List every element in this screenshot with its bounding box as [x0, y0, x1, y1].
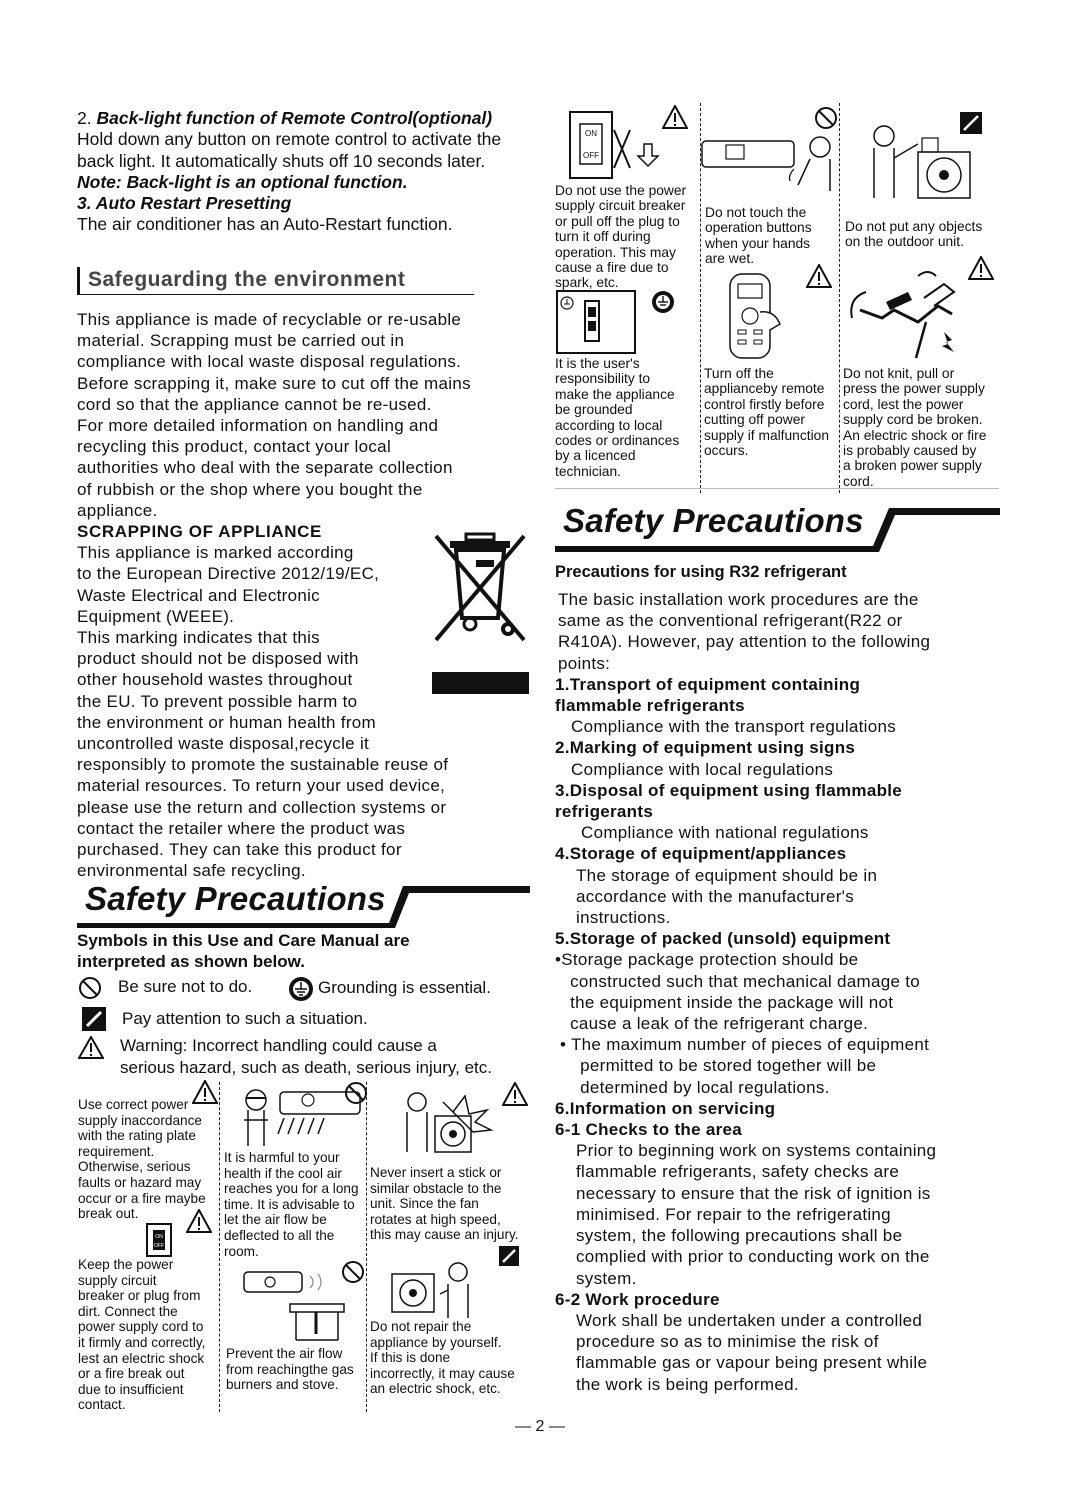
- scrap-line: other household wastes throughout: [77, 670, 353, 690]
- page-number: — 2 —: [515, 1418, 565, 1435]
- item-text: the equipment inside the package will not: [555, 992, 894, 1012]
- env-line: For more detailed information on handling and: [77, 416, 439, 436]
- env-line: authorities who deal with the separate collection: [77, 458, 453, 478]
- grid-divider: [366, 1082, 367, 1412]
- item-text: Work shall be undertaken under a controlled: [576, 1310, 923, 1330]
- backlight-note: Note: Back-light is an optional function.: [77, 171, 408, 192]
- item-heading: 6-2 Work procedure: [555, 1289, 720, 1309]
- scrap-line: product should not be disposed with: [77, 649, 359, 669]
- sym-not-do: Be sure not to do.: [118, 977, 253, 996]
- stick-fan-illustration: [395, 1090, 495, 1160]
- safety-title-text: Safety Precautions: [85, 880, 386, 917]
- grid-cell-grounding: It is the user's responsibility to make the appliance be grounded according to local codes or ordinances by a licenced technician.: [555, 356, 680, 479]
- item-text: Compliance with national regulations: [581, 823, 869, 843]
- warning-icon: [968, 256, 994, 280]
- item-heading: 2.Marking of equipment using signs: [555, 738, 856, 758]
- sym-grounding: Grounding is essential.: [318, 978, 491, 997]
- item-text: constructed such that mechanical damage to: [555, 971, 921, 991]
- item-heading: 6.Information on servicing: [555, 1098, 776, 1118]
- scrap-line: uncontrolled waste disposal,recycle it: [77, 734, 370, 754]
- grid-cell-wet-hands: Do not touch the operation buttons when your hands are wet.: [705, 205, 812, 267]
- scrap-line: to the European Directive 2012/19/EC,: [77, 564, 380, 584]
- scrap-line: the EU. To prevent possible harm to: [77, 691, 358, 711]
- grid-divider: [839, 103, 840, 493]
- scrap-line: Equipment (WEEE).: [77, 606, 235, 626]
- grid-cell-cool-air: It is harmful to your health if the cool air reaches you for a long time. It is advisable to let the air flow be deflected to all the room.: [224, 1150, 359, 1259]
- weee-black-bar: [432, 672, 529, 694]
- item-text: minimised. For repair to the refrigerating: [576, 1204, 891, 1224]
- scrap-line: environmental safe recycling.: [77, 861, 306, 881]
- attention-icon: [960, 112, 982, 134]
- safety-title-left: [77, 878, 530, 928]
- grid-cell-power: Use correct power supply inaccordance with the rating plate requirement. Otherwise, serious faults or hazard may occur or a fire maybe break out.: [78, 1097, 206, 1222]
- outdoor-unit-illustration: [862, 124, 982, 204]
- warning-icon: [78, 1036, 104, 1059]
- env-line: Before scrapping it, make sure to cut off the mains: [77, 373, 471, 393]
- backlight-heading: 2. Back-light function of Remote Control(optional): [77, 108, 493, 128]
- item-heading: 1.Transport of equipment containing: [555, 674, 861, 694]
- item-text: • The maximum number of pieces of equipment: [555, 1035, 930, 1055]
- item-heading: 6-1 Checks to the area: [555, 1120, 743, 1140]
- prohibit-icon: [341, 1260, 365, 1284]
- prohibit-icon: [814, 106, 838, 130]
- title-swoosh-left: [77, 878, 530, 928]
- item-text: Compliance with the transport regulations: [571, 717, 897, 737]
- safety-title-text: Safety Precautions: [563, 502, 864, 539]
- env-line: appliance.: [77, 500, 158, 520]
- scrap-line: material resources. To return your used device,: [77, 776, 446, 796]
- scrap-line: Waste Electrical and Electronic: [77, 585, 320, 605]
- scrap-line: purchased. They can take this product for: [77, 840, 402, 860]
- grounding-panel-illustration: [555, 289, 685, 355]
- intro-line: R410A). However, pay attention to the following: [558, 632, 931, 652]
- grid-cell-cord: Do not knit, pull or press the power supply cord, lest the power supply cord be broken. An electric shock or fire is probably caused by a broken power supply cord.: [843, 366, 987, 489]
- backlight-section: [77, 108, 532, 236]
- intro-line: The basic installation work procedures are the: [558, 590, 919, 609]
- item-text: permitted to be stored together will be: [555, 1056, 877, 1076]
- weee-bin-icon: [430, 528, 530, 646]
- item-text: Compliance with local regulations: [571, 759, 834, 779]
- env-heading: Safeguarding the environment: [77, 267, 474, 295]
- grid-cell-remote: Turn off the applianceby remote control firstly before cutting off power supply if malfunction occurs.: [704, 366, 830, 459]
- grounding-icon: [288, 976, 314, 1002]
- breaker-illustration: [145, 1222, 173, 1258]
- item-text: •Storage package protection should be: [555, 950, 859, 970]
- item-text: complied with prior to conducting work on the: [576, 1247, 930, 1267]
- title-swoosh-right: [555, 500, 1000, 552]
- item-text: necessary to ensure that the risk of ignition is: [576, 1183, 931, 1203]
- scrap-line: contact the retailer where the product was: [77, 818, 406, 838]
- backlight-text: Hold down any button on remote control to activate the back light. It automatically shuts off 10 seconds later.: [77, 129, 502, 171]
- item-heading: refrigerants: [555, 802, 654, 822]
- item-text: Prior to beginning work on systems containing: [576, 1141, 937, 1161]
- sym-warning-line: serious hazard, such as death, serious injury, etc.: [120, 1057, 492, 1077]
- item-heading: 3.Disposal of equipment using flammable: [555, 780, 903, 800]
- env-line: compliance with local waste disposal regulations.: [77, 352, 462, 372]
- env-line: This appliance is made of recyclable or re-usable: [77, 310, 462, 329]
- sym-warning: [120, 1035, 492, 1078]
- item-text: system.: [576, 1268, 637, 1288]
- gas-stove-illustration: [242, 1268, 352, 1343]
- env-line: cord so that the appliance cannot be re-used.: [77, 394, 432, 414]
- scrap-line: This marking indicates that this: [77, 628, 320, 648]
- item-text: accordance with the manufacturer's: [576, 886, 855, 906]
- env-line: of rubbish or the shop where you bought the: [77, 479, 423, 499]
- sym-attention: Pay attention to such a situation.: [122, 1009, 368, 1028]
- prohibit-icon: [344, 1081, 368, 1105]
- item-text: cause a leak of the refrigerant charge.: [555, 1014, 869, 1034]
- auto-restart-heading: 3. Auto Restart Presetting: [77, 193, 292, 214]
- on-label: ON: [585, 129, 597, 138]
- symbols-heading-line: interpreted as shown below.: [77, 952, 305, 971]
- self-repair-illustration: [388, 1260, 488, 1320]
- intro-line: same as the conventional refrigerant(R22 or: [558, 611, 903, 631]
- item-text: The storage of equipment should be in: [576, 865, 878, 885]
- item-text: flammable refrigerants, safety checks are: [576, 1162, 900, 1182]
- auto-restart-text: The air conditioner has an Auto-Restart function.: [77, 214, 453, 235]
- grid-cell-breaker-r: Do not use the power supply circuit breaker or pull off the plug to turn it off during operation. This may cause a fire due to spark, etc.: [555, 183, 687, 291]
- env-line: material. Scrapping must be carried out in: [77, 331, 405, 351]
- item-text: procedure so as to minimise the risk of: [576, 1332, 879, 1352]
- item-heading: flammable refrigerants: [555, 696, 745, 716]
- on-label: ON: [155, 1234, 163, 1240]
- wet-hands-illustration: [698, 125, 838, 195]
- scrap-line: the environment or human health from: [77, 712, 377, 732]
- grid-cell-repair: Do not repair the appliance by yourself. If this is done incorrectly, it may cause an electric shock, etc.: [370, 1319, 515, 1397]
- scrap-heading: SCRAPPING OF APPLIANCE: [77, 522, 322, 542]
- warning-icon: [806, 264, 832, 288]
- safety-title-right: [555, 500, 1000, 552]
- warning-icon: [186, 1209, 212, 1233]
- item-heading: 5.Storage of packed (unsold) equipment: [555, 929, 891, 949]
- grid-divider: [219, 1082, 220, 1412]
- warning-icon: [662, 105, 688, 129]
- r32-content: [555, 589, 1000, 1395]
- item-text: instructions.: [576, 908, 671, 928]
- item-text: system, the following precautions shall be: [576, 1226, 903, 1246]
- grid-cell-stick: Never insert a stick or similar obstacle to the unit. Since the fan rotates at high speed, this may cause an injury.: [370, 1165, 519, 1243]
- attention-icon: [499, 1246, 519, 1266]
- scrap-line: This appliance is marked according: [77, 543, 354, 563]
- item-text: flammable gas or vapour being present while: [576, 1353, 928, 1373]
- warning-icon: [502, 1082, 528, 1106]
- intro-line: points:: [558, 653, 611, 673]
- prohibit-icon: [78, 976, 102, 1000]
- grid-cell-gas: Prevent the air flow from reachingthe gas burners and stove.: [226, 1346, 354, 1393]
- symbols-heading-line: Symbols in this Use and Care Manual are: [77, 931, 410, 950]
- env-line: recycling this product, contact your local: [77, 437, 392, 457]
- off-label: OFF: [154, 1243, 164, 1249]
- attention-icon: [82, 1007, 106, 1031]
- item-text: the work is being performed.: [576, 1374, 799, 1394]
- symbols-heading: [77, 930, 532, 972]
- scrap-line: please use the return and collection systems or: [77, 797, 447, 817]
- r32-heading: Precautions for using R32 refrigerant: [555, 563, 847, 581]
- item-text: determined by local regulations.: [555, 1077, 830, 1097]
- off-label: OFF: [583, 151, 599, 160]
- grid-cell-outdoor: Do not put any objects on the outdoor unit.: [845, 219, 983, 250]
- power-cord-illustration: [848, 262, 968, 362]
- item-heading: 4.Storage of equipment/appliances: [555, 844, 847, 864]
- breaker-pull-illustration: [566, 108, 666, 184]
- scrap-line: responsibly to promote the sustainable reuse of: [77, 755, 449, 775]
- grid-cell-breaker: Keep the power supply circuit breaker or plug from dirt. Connect the power supply cord to it firmly and correctly, lest an electric shock or a fire break out due to insufficient contact.: [78, 1257, 206, 1413]
- sym-warning-line: Warning: Incorrect handling could cause a: [120, 1036, 437, 1055]
- remote-control-illustration: [726, 270, 786, 360]
